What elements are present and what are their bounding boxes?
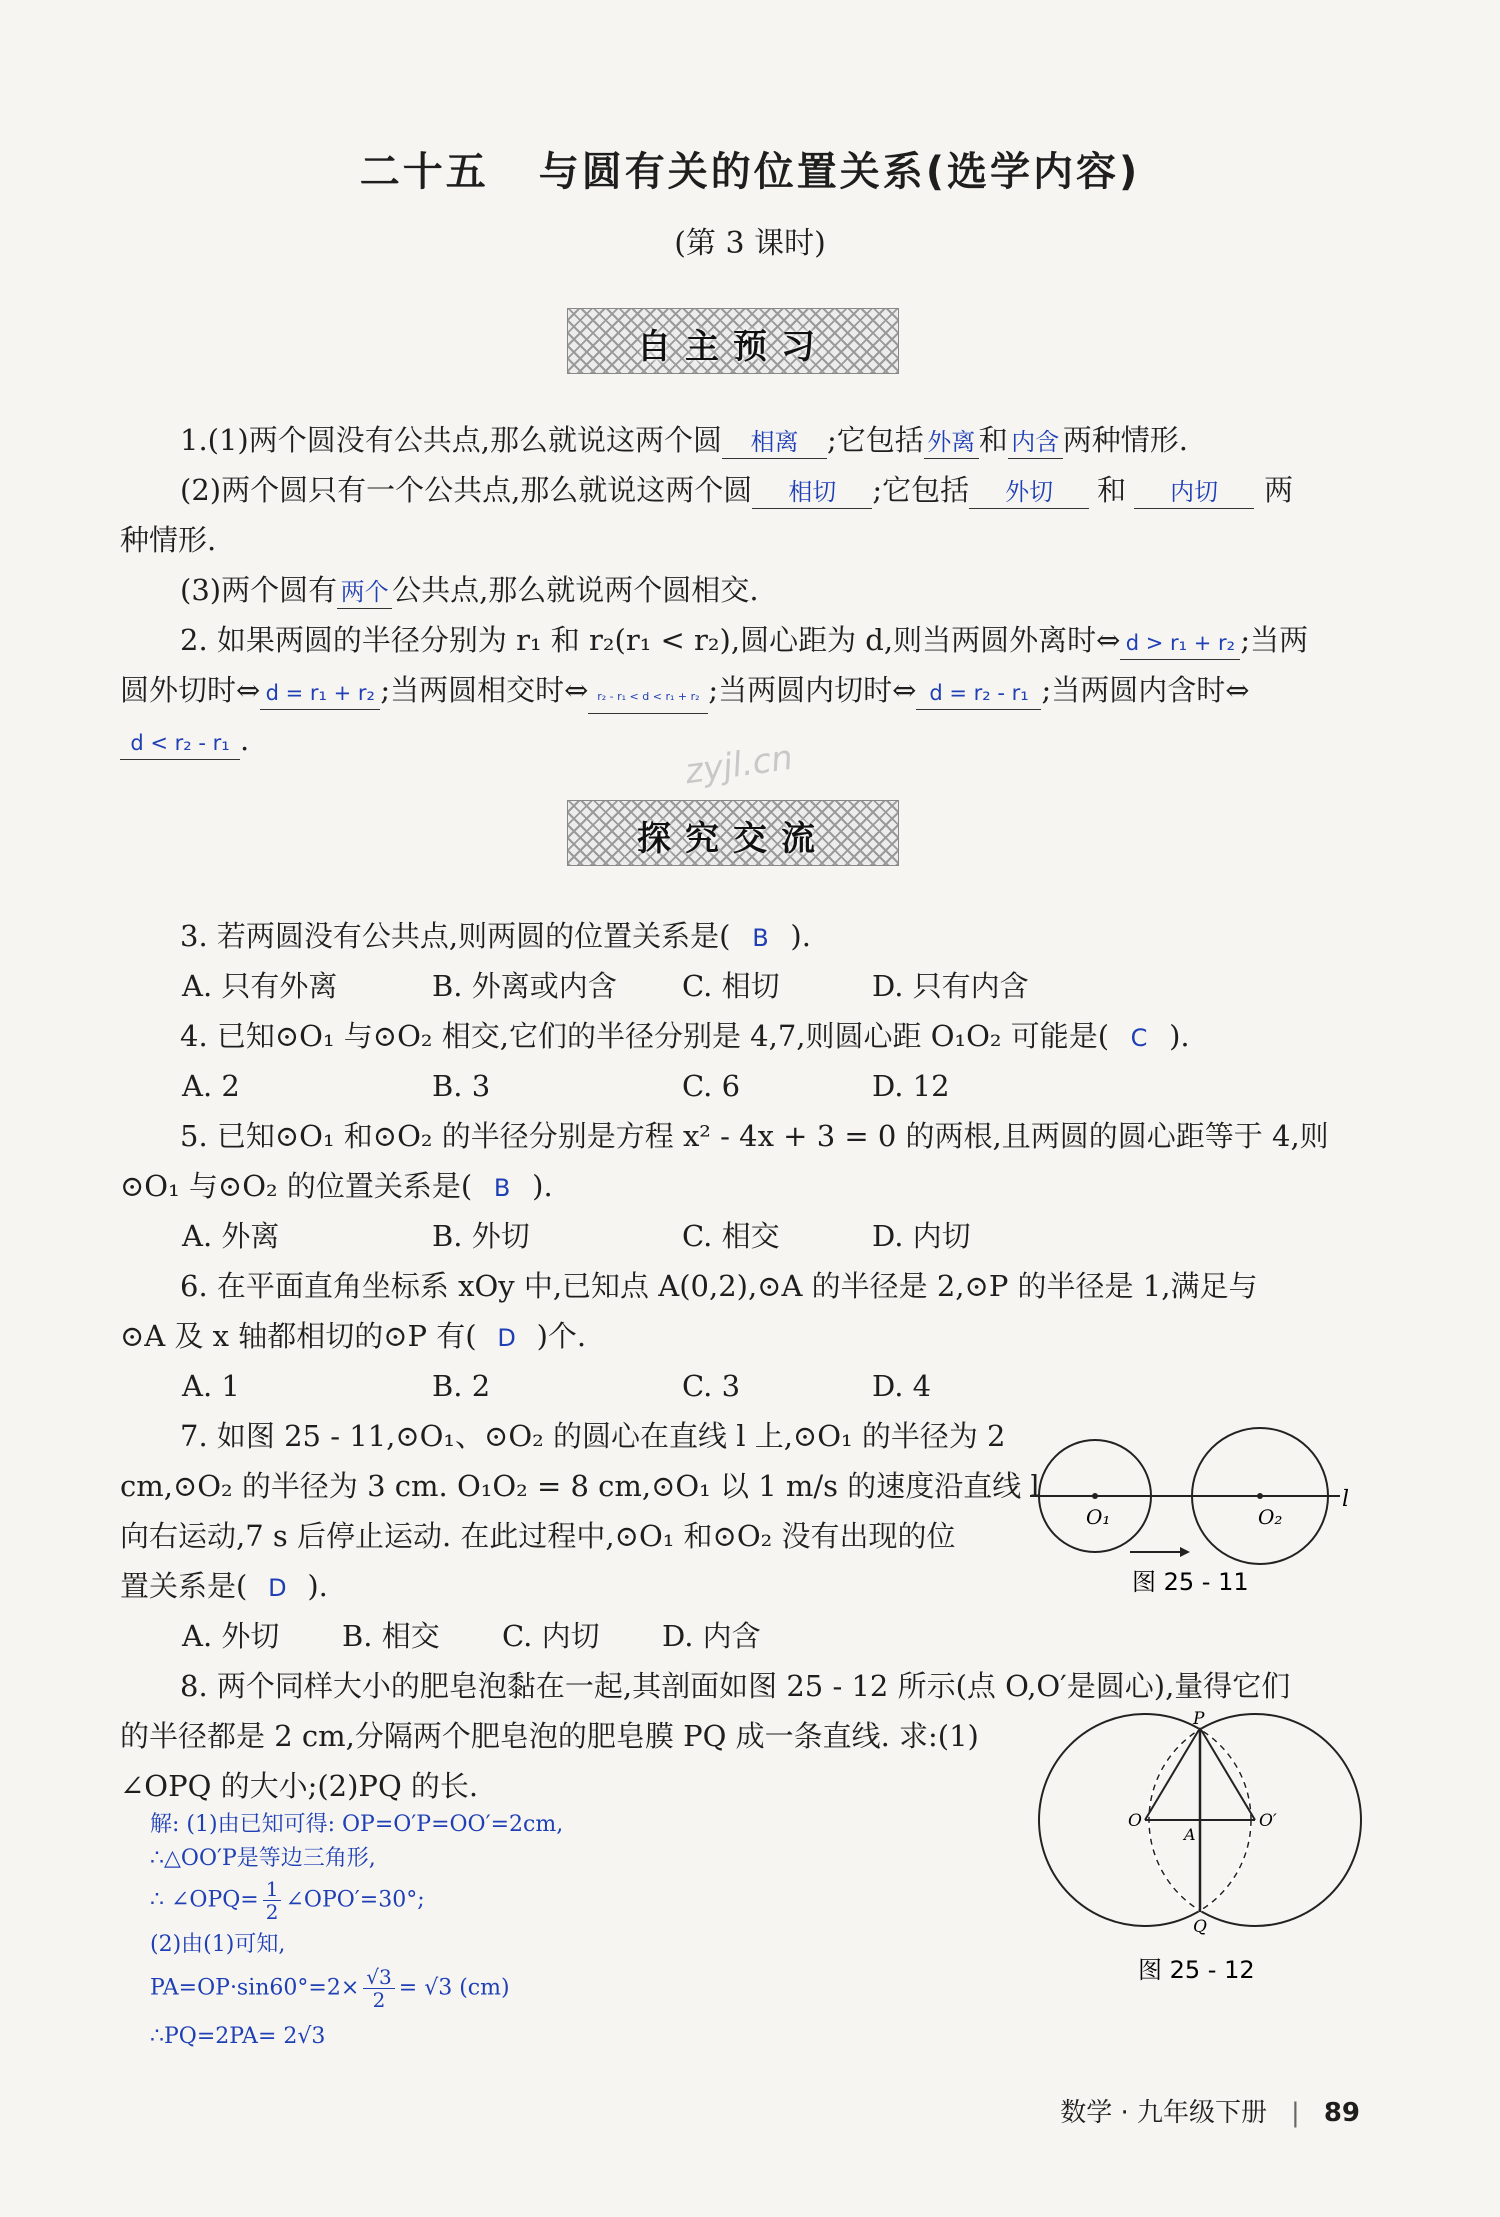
label-o2: O₂ [1258, 1505, 1283, 1529]
q1-answer-4: 相切 [752, 476, 872, 509]
q8-line2: 的半径都是 2 cm,分隔两个肥皂泡的肥皂膜 PQ 成一条直线. 求:(1) [120, 1719, 979, 1753]
q4-answer: C [1130, 1024, 1148, 1052]
center-o1 [1092, 1493, 1098, 1499]
q3-option-b: B. 外离或内含 [432, 969, 617, 1003]
center-o2 [1257, 1493, 1263, 1499]
q3-option-d: D. 只有内含 [872, 969, 1029, 1003]
q8-solution-5: PA=OP·sin60°=2× $\frac{√3}{2}$ = √3 (cm) [150, 1965, 510, 2012]
q4-options [182, 1066, 1422, 1106]
q1-answer-1: 相离 [722, 426, 827, 459]
q3-options [182, 966, 1422, 1006]
q4-stem: 4. 已知⊙O₁ 与⊙O₂ 相交,它们的半径分别是 4,7,则圆心距 O₁O₂ 可能是( C ). [180, 1016, 1420, 1058]
segment-op [1145, 1728, 1200, 1820]
q7-line4: 置关系是( D ). [120, 1566, 720, 1608]
label-l: l [1342, 1487, 1350, 1512]
book-name: 数学 · 九年级下册 [1060, 2098, 1268, 2128]
q7-option-b: B. 相交 [342, 1619, 440, 1653]
figure-25-11-caption: 图 25 - 11 [1132, 1568, 1249, 1596]
q8-solution-1: 解: (1)由已知可得: OP=O′P=OO′=2cm, [150, 1812, 564, 1837]
arrow-head-icon [1180, 1547, 1190, 1557]
section-banner-preview: 自主预习 [567, 308, 899, 374]
page-number: 89 [1323, 2098, 1360, 2128]
fraction-root3-half: $\frac{√3}{2}$ [363, 1966, 394, 2011]
q4-option-b: B. 3 [432, 1069, 491, 1103]
figure-25-11 [1030, 1410, 1360, 1620]
q2-line1: 2. 如果两圆的半径分别为 r₁ 和 r₂(r₁ < r₂),圆心距为 d,则当两圆外离时⇔ d > r₁ + r₂ ;当两 [180, 620, 1420, 660]
lesson-subtitle: (第 3 课时) [674, 226, 826, 261]
q2-answer-4: d = r₂ - r₁ [916, 677, 1041, 710]
q4-option-d: D. 12 [872, 1069, 950, 1103]
label-o1: O₁ [1086, 1505, 1111, 1529]
figure-25-12-caption: 图 25 - 12 [1138, 1956, 1255, 1984]
fraction-half: $\frac{1}{2}$ [263, 1878, 282, 1923]
q6-options [182, 1366, 1422, 1406]
q1-line1: 1.(1)两个圆没有公共点,那么就说这两个圆 相离 ;它包括 外离 和 内含 两种情形. [180, 423, 1188, 457]
page-title: 二十五 与圆有关的位置关系(选学内容) [359, 149, 1141, 195]
label-o-prime: O′ [1259, 1811, 1277, 1831]
q6-option-a: A. 1 [182, 1369, 240, 1403]
q2-line2: 圆外切时⇔ d = r₁ + r₂ ;当两圆相交时⇔ r₂ - r₁ < d < r₁ + r₂ ;当两圆内切时⇔ d = r₂ - r₁ ;当两圆内含时⇔ [120, 670, 1360, 714]
q6-line2: ⊙A 及 x 轴都相切的⊙P 有( D )个. [120, 1316, 1360, 1358]
q2-line3: d < r₂ - r₁ . [120, 720, 1360, 760]
q5-answer: B [493, 1174, 511, 1202]
watermark: zyjl.cn [682, 737, 796, 793]
q3-stem: 3. 若两圆没有公共点,则两圆的位置关系是( B ). [180, 916, 1420, 958]
q7-line1: 7. 如图 25 - 11,⊙O₁、⊙O₂ 的圆心在直线 l 上,⊙O₁ 的半径为 2 [180, 1419, 1006, 1453]
q8-solution-2: ∴△OO′P是等边三角形, [150, 1846, 376, 1871]
q1-line3: (3)两个圆有 两个 公共点,那么就说两个圆相交. [180, 573, 759, 607]
q4-option-a: A. 2 [182, 1069, 240, 1103]
label-p: P [1193, 1710, 1205, 1729]
q1-answer-3: 内含 [1008, 426, 1063, 459]
page-footer [1060, 2092, 1360, 2129]
q8-solution-6: ∴PQ=2PA= 2√3 [150, 2024, 326, 2049]
q7-option-a: A. 外切 [182, 1619, 280, 1653]
label-o: O [1128, 1811, 1142, 1831]
q6-line1: 6. 在平面直角坐标系 xOy 中,已知点 A(0,2),⊙A 的半径是 2,⊙P 的半径是 1,满足与 [180, 1269, 1258, 1303]
q1-line2-cont: 种情形. [120, 523, 217, 557]
q6-option-c: C. 3 [682, 1369, 741, 1403]
q5-option-d: D. 内切 [872, 1219, 971, 1253]
q2-answer-5: d < r₂ - r₁ [120, 727, 240, 760]
q1-answer-2: 外离 [924, 426, 979, 459]
footer-separator: | [1291, 2098, 1300, 2128]
q7-options [182, 1616, 1422, 1656]
q2-answer-2: d = r₁ + r₂ [260, 677, 380, 710]
label-q: Q [1193, 1917, 1207, 1937]
q2-answer-1: d > r₁ + r₂ [1120, 627, 1240, 660]
section-banner-explore: 探究交流 [567, 800, 899, 866]
q5-line1: 5. 已知⊙O₁ 和⊙O₂ 的半径分别是方程 x² - 4x + 3 = 0 的两根,且两圆的圆心距等于 4,则 [180, 1119, 1329, 1153]
q3-answer: B [752, 924, 769, 952]
q5-line2: ⊙O₁ 与⊙O₂ 的位置关系是( B ). [120, 1166, 1360, 1208]
q6-option-b: B. 2 [432, 1369, 491, 1403]
q5-option-b: B. 外切 [432, 1219, 530, 1253]
label-a: A [1184, 1825, 1196, 1844]
q1-answer-7: 两个 [337, 576, 392, 609]
q7-option-d: D. 内含 [662, 1619, 761, 1653]
q8-solution-4: (2)由(1)可知, [150, 1932, 286, 1957]
q7-answer: D [268, 1574, 287, 1602]
q8-solution-3: ∴ ∠OPQ= $\frac{1}{2}$ ∠OPO′=30°; [150, 1877, 425, 1924]
segment-o-prime-p [1200, 1728, 1255, 1820]
q8-line1: 8. 两个同样大小的肥皂泡黏在一起,其剖面如图 25 - 12 所示(点 O,O′是圆心),量得它们 [180, 1669, 1291, 1703]
q1-line2: (2)两个圆只有一个公共点,那么就说这两个圆 相切 ;它包括 外切 和 内切 两 [180, 473, 1294, 507]
q6-option-d: D. 4 [872, 1369, 932, 1403]
q8-line3: ∠OPQ 的大小;(2)PQ 的长. [120, 1769, 479, 1803]
q3-option-c: C. 相切 [682, 969, 780, 1003]
q1-answer-5: 外切 [969, 476, 1089, 509]
q5-options [182, 1216, 1422, 1256]
q3-option-a: A. 只有外离 [182, 969, 338, 1003]
q7-option-c: C. 内切 [502, 1619, 600, 1653]
q1-answer-6: 内切 [1134, 476, 1254, 509]
figure-25-12 [1035, 1710, 1365, 1990]
q6-answer: D [497, 1324, 516, 1352]
q2-answer-3: r₂ - r₁ < d < r₁ + r₂ [588, 681, 708, 714]
q5-option-c: C. 相交 [682, 1219, 780, 1253]
q7-line2: cm,⊙O₂ 的半径为 3 cm. O₁O₂ = 8 cm,⊙O₁ 以 1 m/s 的速度沿直线 l [120, 1469, 1040, 1503]
q7-line3: 向右运动,7 s 后停止运动. 在此过程中,⊙O₁ 和⊙O₂ 没有出现的位 [120, 1519, 956, 1553]
q5-option-a: A. 外离 [182, 1219, 280, 1253]
q4-option-c: C. 6 [682, 1069, 741, 1103]
